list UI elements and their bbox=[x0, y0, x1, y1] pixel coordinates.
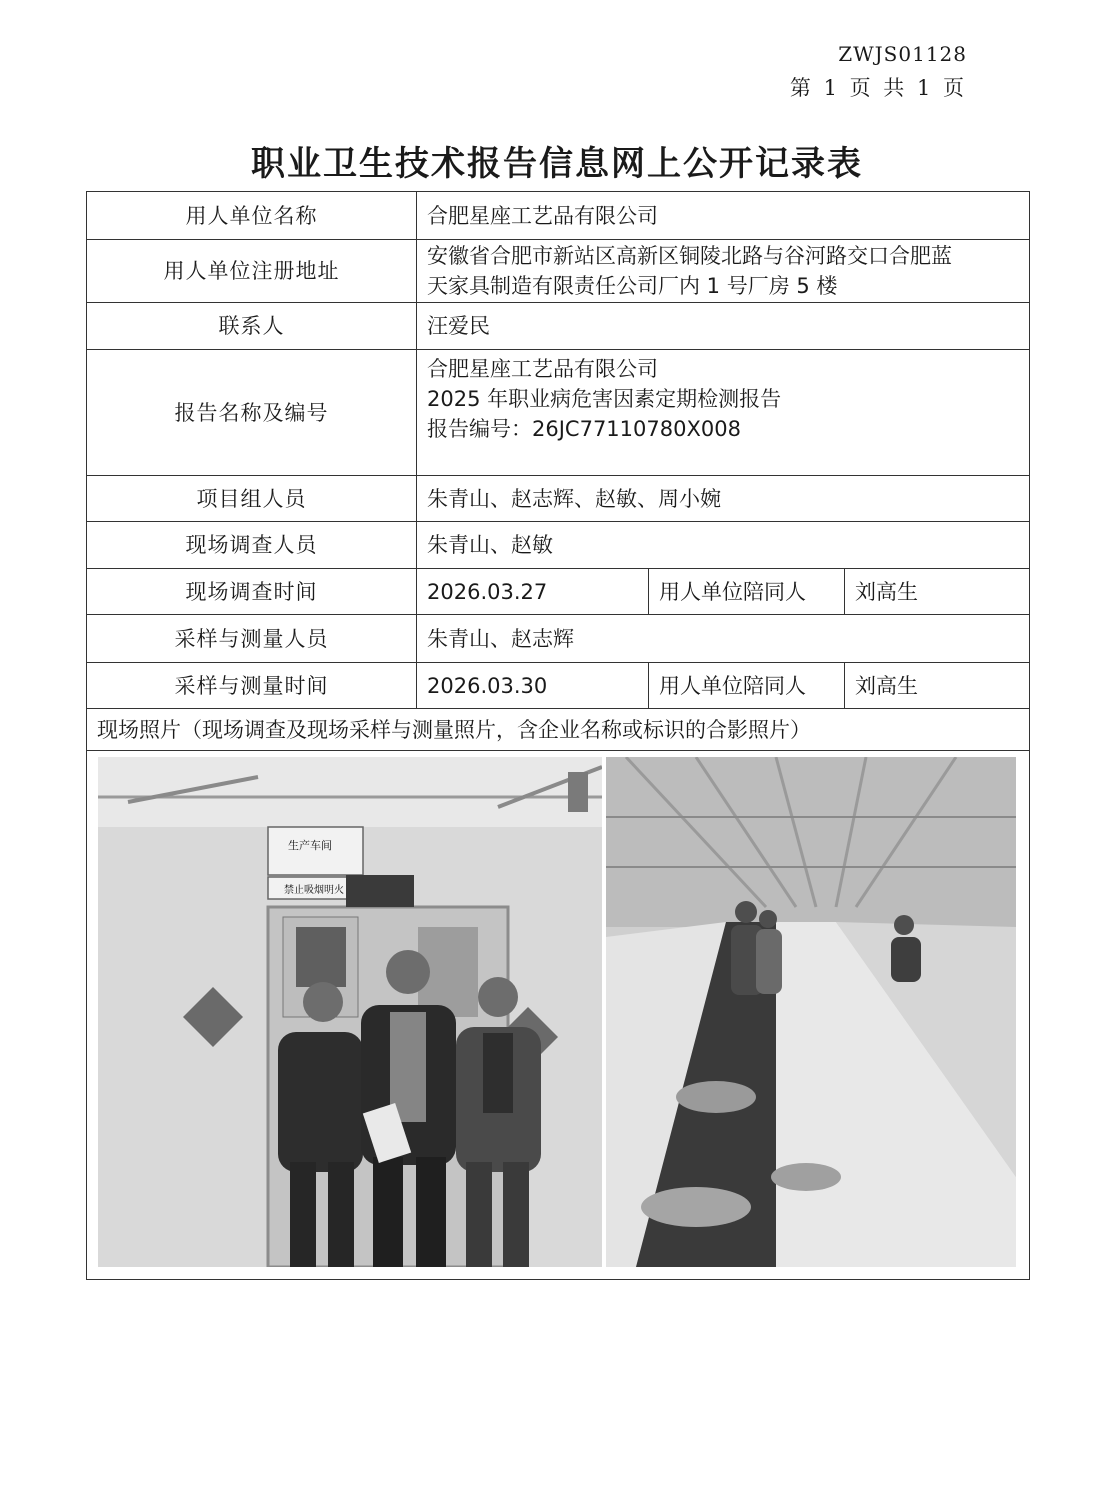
report-label: 报告名称及编号 bbox=[87, 350, 417, 476]
row-photos bbox=[87, 751, 1030, 1280]
survey-time-label: 现场调查时间 bbox=[87, 569, 417, 615]
row-sampling-time bbox=[87, 663, 1030, 709]
row-sampling-staff bbox=[87, 615, 1030, 663]
site-photo-group bbox=[98, 757, 602, 1267]
row-contact bbox=[87, 303, 1030, 350]
sampling-time-value: 2026.03.30 bbox=[417, 663, 649, 709]
employer-address-line1: 安徽省合肥市新站区高新区铜陵北路与谷河路交口合肥蓝 bbox=[427, 244, 952, 268]
sampling-staff-value: 朱青山、赵志辉 bbox=[417, 615, 1030, 663]
record-table bbox=[86, 191, 1030, 1280]
report-company: 合肥星座工艺品有限公司 bbox=[427, 357, 658, 381]
survey-staff-label: 现场调查人员 bbox=[87, 522, 417, 569]
sampling-escort-value: 刘高生 bbox=[845, 663, 1030, 709]
row-employer-name bbox=[87, 192, 1030, 240]
photos-cell bbox=[87, 751, 1030, 1280]
row-survey-time bbox=[87, 569, 1030, 615]
sampling-time-label: 采样与测量时间 bbox=[87, 663, 417, 709]
report-value bbox=[417, 350, 1030, 476]
contact-value: 汪爱民 bbox=[417, 303, 1030, 350]
employer-name-value: 合肥星座工艺品有限公司 bbox=[417, 192, 1030, 240]
document-code: ZWJS01128 bbox=[838, 42, 967, 66]
row-project-team bbox=[87, 476, 1030, 522]
row-survey-staff bbox=[87, 522, 1030, 569]
report-name: 2025 年职业病危害因素定期检测报告 bbox=[427, 387, 782, 411]
employer-address-value bbox=[417, 240, 1030, 303]
no-smoking-sign-text: 禁止吸烟明火 bbox=[284, 885, 344, 896]
photos-caption: 现场照片（现场调查及现场采样与测量照片，含企业名称或标识的合影照片） bbox=[87, 709, 1030, 751]
page-title: 职业卫生技术报告信息网上公开记录表 bbox=[251, 144, 863, 184]
survey-time-value: 2026.03.27 bbox=[417, 569, 649, 615]
sampling-staff-label: 采样与测量人员 bbox=[87, 615, 417, 663]
row-employer-address bbox=[87, 240, 1030, 303]
site-photo-workshop bbox=[606, 757, 1016, 1267]
row-report bbox=[87, 350, 1030, 476]
employer-address-line2: 天家具制造有限责任公司厂内 1 号厂房 5 楼 bbox=[427, 274, 838, 298]
row-photos-caption bbox=[87, 709, 1030, 751]
contact-label: 联系人 bbox=[87, 303, 417, 350]
workshop-sign-text: 生产车间 bbox=[288, 839, 332, 852]
employer-address-label: 用人单位注册地址 bbox=[87, 240, 417, 303]
project-team-value: 朱青山、赵志辉、赵敏、周小婉 bbox=[417, 476, 1030, 522]
employer-name-label: 用人单位名称 bbox=[87, 192, 417, 240]
survey-staff-value: 朱青山、赵敏 bbox=[417, 522, 1030, 569]
project-team-label: 项目组人员 bbox=[87, 476, 417, 522]
page-number: 第 1 页 共 1 页 bbox=[789, 76, 967, 100]
sampling-escort-label: 用人单位陪同人 bbox=[649, 663, 845, 709]
report-number: 报告编号：26JC77110780X008 bbox=[427, 417, 741, 441]
survey-escort-value: 刘高生 bbox=[845, 569, 1030, 615]
survey-escort-label: 用人单位陪同人 bbox=[649, 569, 845, 615]
